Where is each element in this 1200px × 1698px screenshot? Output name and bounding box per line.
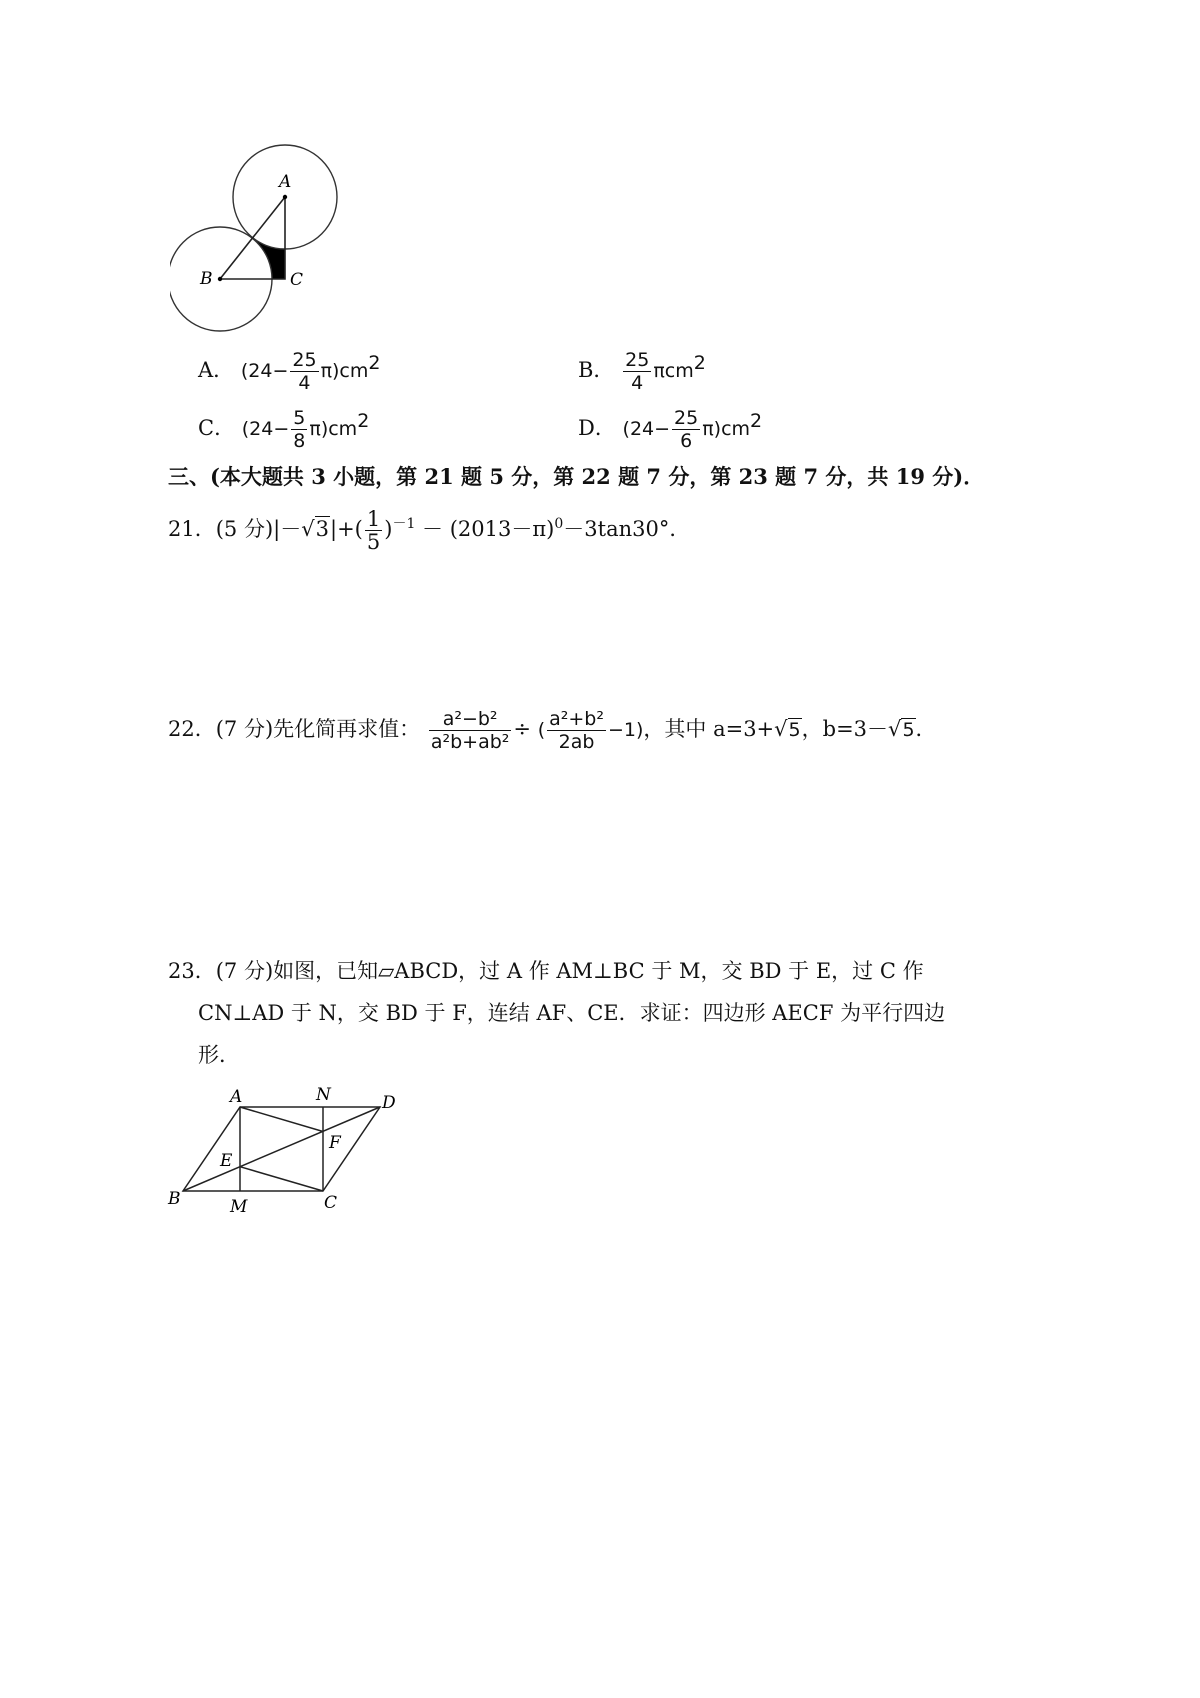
label-n: N <box>316 1085 331 1105</box>
choice-a: A． (24− $\frac{25}{4}$ π)cm2 <box>198 349 381 394</box>
label-a: A <box>279 172 292 192</box>
label-b: B <box>200 269 213 289</box>
label-d: D <box>382 1093 396 1113</box>
segment-af <box>240 1107 323 1132</box>
question-22: 22．(7 分)先化简再求值： $\frac{\text{a²−b²}}{\text{a²b+ab²}}$ ÷ ( $\frac{\text{a²+b²}}{2ab}$ −1)，其中 a=3+√5，b=3－√5． <box>168 708 937 753</box>
label-a: A <box>230 1087 243 1107</box>
label-m: M <box>230 1197 248 1217</box>
question-23-line2: CN⊥AD 于 N，交 BD 于 F，连结 AF、CE．求证：四边形 AECF 为平行四边 <box>198 1001 946 1025</box>
question-23-line1: 23．(7 分)如图，已知▱ABCD，过 A 作 AM⊥BC 于 M，交 BD 于 E，过 C 作 <box>168 959 924 983</box>
question-23-line3: 形． <box>198 1043 240 1067</box>
label-c: C <box>324 1193 338 1213</box>
choice-d: D． (24− $\frac{25}{6}$ π)cm2 <box>578 407 763 452</box>
section-heading: 三、(本大题共 3 小题，第 21 题 5 分，第 22 题 7 分，第 23 题 7 分，共 19 分)． <box>168 464 985 489</box>
choice-c: C． (24− $\frac{5}{8}$ π)cm2 <box>198 407 370 452</box>
label-e: E <box>220 1151 233 1171</box>
figure-circles-triangle <box>170 140 360 340</box>
label-f: F <box>329 1133 341 1153</box>
figure-parallelogram <box>160 1080 420 1220</box>
segment-ec <box>240 1167 323 1191</box>
choice-b: B． $\frac{25}{4}$ πcm2 <box>578 349 706 394</box>
label-b: B <box>168 1189 181 1209</box>
label-c: C <box>290 270 304 290</box>
question-21: 21．(5 分)|－√3|+( $\frac{1}{5}$ )$^{-1} - (2013-\pi)^0-3\tan 30^\circ$． <box>168 507 691 554</box>
